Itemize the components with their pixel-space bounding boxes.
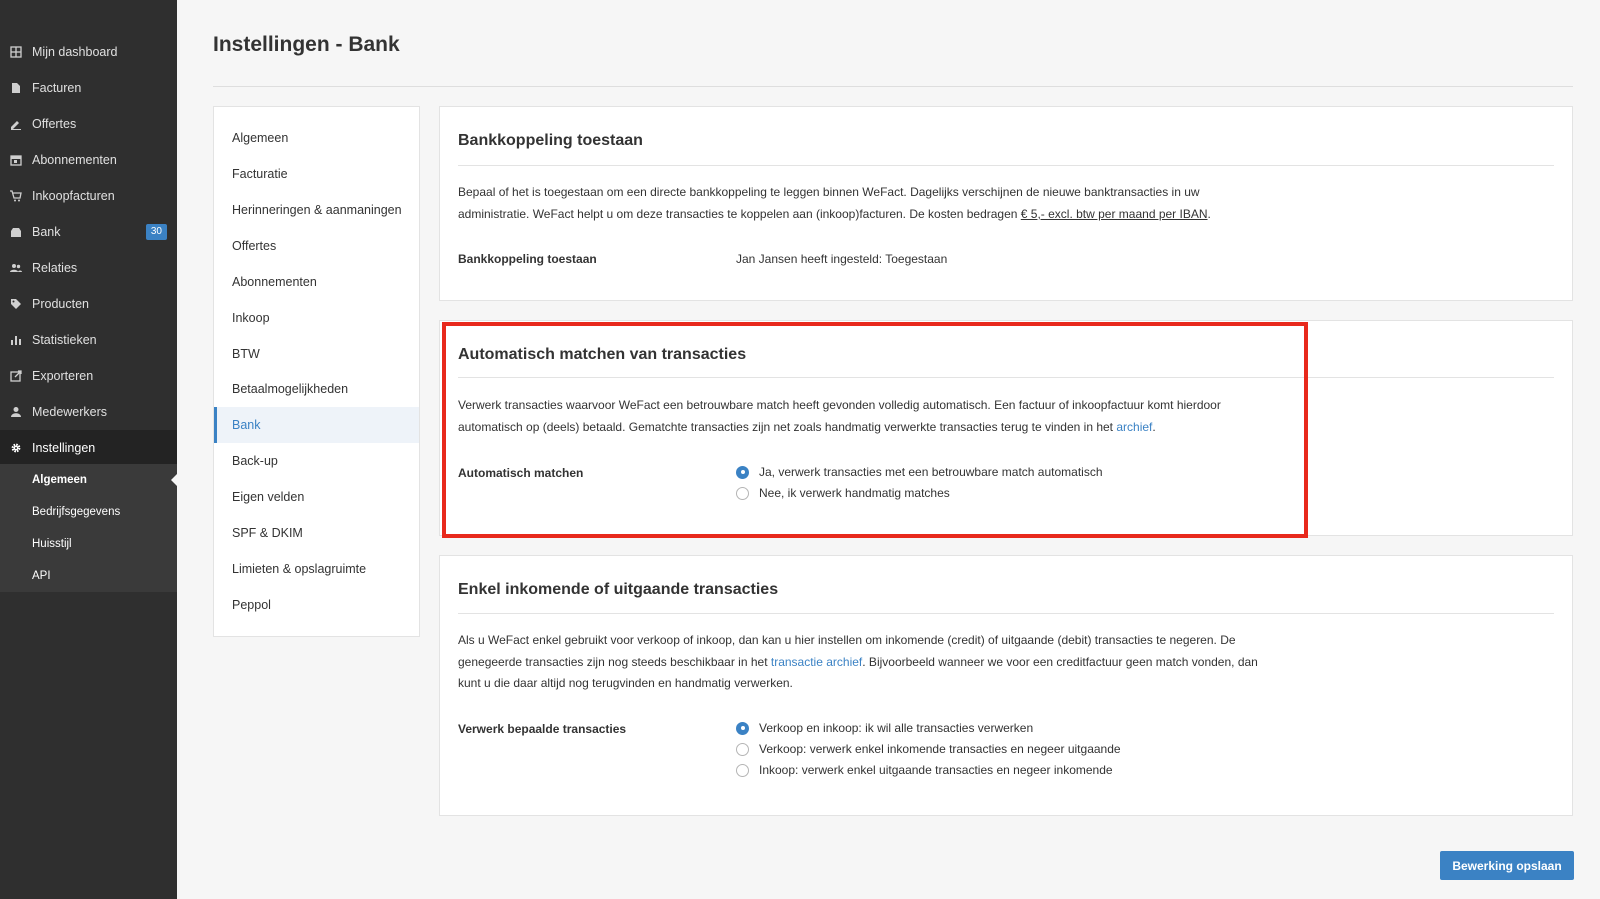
sidebar-item-facturen[interactable] bbox=[0, 70, 177, 106]
radio-option-outgoing[interactable] bbox=[736, 763, 1113, 777]
settings-submenu bbox=[0, 464, 177, 592]
automatisch-matchen-panel bbox=[439, 320, 1573, 536]
export-icon bbox=[8, 368, 24, 384]
description-line bbox=[458, 652, 1338, 674]
radio-selected[interactable] bbox=[736, 466, 749, 479]
sidebar-item-instellingen[interactable] bbox=[0, 430, 177, 466]
sidebar-item-label: Exporteren bbox=[32, 369, 94, 383]
settings-nav-item[interactable]: Facturatie bbox=[232, 167, 288, 181]
settings-nav-item[interactable]: Offertes bbox=[232, 239, 277, 253]
settings-nav-item[interactable]: Abonnementen bbox=[232, 275, 317, 289]
user-icon bbox=[8, 404, 24, 420]
tag-icon bbox=[8, 296, 24, 312]
gear-icon bbox=[8, 440, 24, 456]
sidebar-item-label: Offertes bbox=[32, 117, 77, 131]
sidebar-item-offertes[interactable] bbox=[0, 106, 177, 142]
settings-nav bbox=[213, 106, 420, 637]
radio-unselected[interactable] bbox=[736, 743, 749, 756]
description-line: Bepaal of het is toegestaan om een directe bankkoppeling te leggen binnen WeFact. Dagelijks verschijnen de nieuwe banktransacties in uw bbox=[458, 185, 1200, 199]
panel-title: Automatisch matchen van transacties bbox=[458, 346, 747, 363]
description-text: administratie. WeFact helpt u om deze transacties te koppelen aan (inkoop)facturen. De kosten bedragen bbox=[458, 206, 1021, 221]
settings-nav-item[interactable]: Algemeen bbox=[232, 131, 289, 145]
sidebar-item-label: Producten bbox=[32, 297, 89, 311]
pricing-link[interactable]: € 5,- excl. btw per maand per IBAN bbox=[1020, 206, 1208, 221]
divider bbox=[458, 377, 1554, 378]
pen-icon bbox=[8, 116, 24, 132]
field-label: Bankkoppeling toestaan bbox=[458, 252, 597, 266]
panel-title: Bankkoppeling toestaan bbox=[458, 132, 643, 149]
panel-description bbox=[458, 395, 1328, 438]
sidebar-item-label: Inkoopfacturen bbox=[32, 189, 115, 203]
settings-nav-item[interactable]: SPF & DKIM bbox=[232, 526, 303, 540]
panel-description bbox=[458, 182, 1328, 225]
subnav-item-algemeen[interactable] bbox=[0, 464, 177, 496]
subnav-item-label: Bedrijfsgegevens bbox=[32, 506, 121, 518]
radio-selected[interactable] bbox=[736, 722, 749, 735]
radio-option-incoming[interactable] bbox=[736, 742, 1121, 756]
radio-unselected[interactable] bbox=[736, 764, 749, 777]
radio-option-manual[interactable] bbox=[736, 486, 950, 500]
field-label: Automatisch matchen bbox=[458, 466, 584, 480]
settings-nav-item[interactable]: Inkoop bbox=[232, 311, 270, 325]
sidebar-item-bank[interactable] bbox=[0, 214, 177, 250]
settings-nav-item[interactable]: Betaalmogelijkheden bbox=[232, 382, 349, 396]
panel-title: Enkel inkomende of uitgaande transacties bbox=[458, 581, 779, 598]
sidebar-item-inkoopfacturen[interactable] bbox=[0, 178, 177, 214]
subnav-item-label: Huisstijl bbox=[32, 538, 72, 550]
radio-label: Verkoop en inkoop: ik wil alle transacties verwerken bbox=[759, 721, 1034, 735]
sidebar-item-medewerkers[interactable] bbox=[0, 394, 177, 430]
description-text: automatisch op (deels) betaald. Gematchte transacties zijn net zoals handmatig verwerkte transacties terug te vinden in het bbox=[458, 419, 1117, 434]
divider bbox=[458, 613, 1554, 614]
description-line: Verwerk transacties waarvoor WeFact een betrouwbare match heeft gevonden volledig automatisch. Een factuur of inkoopfactuur komt hierdoor bbox=[458, 398, 1221, 412]
description-text: . bbox=[1152, 419, 1156, 434]
sidebar-item-label: Abonnementen bbox=[32, 153, 117, 167]
transactie-archief-link[interactable]: transactie archief bbox=[770, 654, 863, 669]
sidebar-item-abonnementen[interactable] bbox=[0, 142, 177, 178]
description-line bbox=[458, 417, 1328, 439]
radio-label: Ja, verwerk transacties met een betrouwbare match automatisch bbox=[759, 465, 1103, 479]
field-value: Jan Jansen heeft ingesteld: Toegestaan bbox=[736, 252, 948, 266]
divider bbox=[213, 86, 1573, 87]
people-icon bbox=[8, 260, 24, 276]
sidebar-item-label: Facturen bbox=[32, 81, 82, 95]
panel-description bbox=[458, 630, 1338, 695]
description-text: . Bijvoorbeeld wanneer we voor een creditfactuur geen match vonden, dan bbox=[862, 654, 1258, 669]
calendar-icon bbox=[8, 152, 24, 168]
field-label: Verwerk bepaalde transacties bbox=[458, 722, 627, 736]
subnav-item-label: Algemeen bbox=[32, 474, 87, 486]
sidebar-item-label: Mijn dashboard bbox=[32, 45, 118, 59]
radio-label: Nee, ik verwerk handmatig matches bbox=[759, 486, 950, 500]
count-badge: 30 bbox=[146, 224, 167, 240]
settings-nav-item[interactable]: Herinneringen & aanmaningen bbox=[232, 203, 402, 217]
description-text: genegeerde transacties zijn nog steeds beschikbaar in het bbox=[458, 654, 771, 669]
bar-chart-icon bbox=[8, 332, 24, 348]
description-text: . bbox=[1207, 206, 1211, 221]
sidebar-item-relaties[interactable] bbox=[0, 250, 177, 286]
sidebar-item-statistieken[interactable] bbox=[0, 322, 177, 358]
sidebar-item-label: Statistieken bbox=[32, 333, 97, 347]
sidebar-item-exporteren[interactable] bbox=[0, 358, 177, 394]
radio-option-auto[interactable] bbox=[736, 465, 1103, 479]
cart-icon bbox=[8, 188, 24, 204]
subnav-item-huisstijl[interactable] bbox=[0, 528, 177, 560]
sidebar-item-label: Bank bbox=[32, 225, 61, 239]
settings-nav-item[interactable]: Peppol bbox=[232, 598, 271, 612]
subnav-item-label: API bbox=[32, 570, 51, 582]
settings-nav-item-active[interactable]: Bank bbox=[214, 407, 419, 443]
subnav-item-bedrijfsgegevens[interactable] bbox=[0, 496, 177, 528]
bankkoppeling-panel bbox=[439, 106, 1573, 301]
description-line: kunt u die daar altijd nog terugvinden en handmatig verwerken. bbox=[458, 676, 793, 690]
transactie-richting-panel bbox=[439, 555, 1573, 816]
sidebar-item-dashboard[interactable] bbox=[0, 34, 177, 70]
sidebar bbox=[0, 0, 177, 899]
bank-icon bbox=[8, 224, 24, 240]
page-title: Instellingen - Bank bbox=[213, 33, 400, 56]
radio-option-all[interactable] bbox=[736, 721, 1033, 735]
sidebar-item-label: Relaties bbox=[32, 261, 78, 275]
radio-label: Inkoop: verwerk enkel uitgaande transacties en negeer inkomende bbox=[759, 763, 1113, 777]
settings-nav-item[interactable]: Limieten & opslagruimte bbox=[232, 562, 367, 576]
subnav-item-api[interactable] bbox=[0, 560, 177, 592]
divider bbox=[458, 165, 1554, 166]
settings-nav-item[interactable]: Back-up bbox=[232, 454, 278, 468]
radio-label: Verkoop: verwerk enkel inkomende transacties en negeer uitgaande bbox=[759, 742, 1121, 756]
description-line: Als u WeFact enkel gebruikt voor verkoop of inkoop, dan kan u hier instellen om inkomende (credit) of uitgaande (debit) transacties te negeren. De bbox=[458, 633, 1236, 647]
active-indicator-arrow bbox=[171, 474, 177, 486]
settings-nav-item[interactable]: BTW bbox=[232, 347, 260, 361]
settings-nav-item[interactable]: Eigen velden bbox=[232, 490, 305, 504]
document-icon bbox=[8, 80, 24, 96]
sidebar-item-label: Instellingen bbox=[32, 441, 96, 455]
description-line bbox=[458, 204, 1328, 226]
archief-link[interactable]: archief bbox=[1116, 419, 1153, 434]
save-button[interactable]: Bewerking opslaan bbox=[1440, 851, 1574, 880]
dashboard-icon bbox=[8, 44, 24, 60]
sidebar-item-label: Medewerkers bbox=[32, 405, 108, 419]
sidebar-item-producten[interactable] bbox=[0, 286, 177, 322]
radio-unselected[interactable] bbox=[736, 487, 749, 500]
